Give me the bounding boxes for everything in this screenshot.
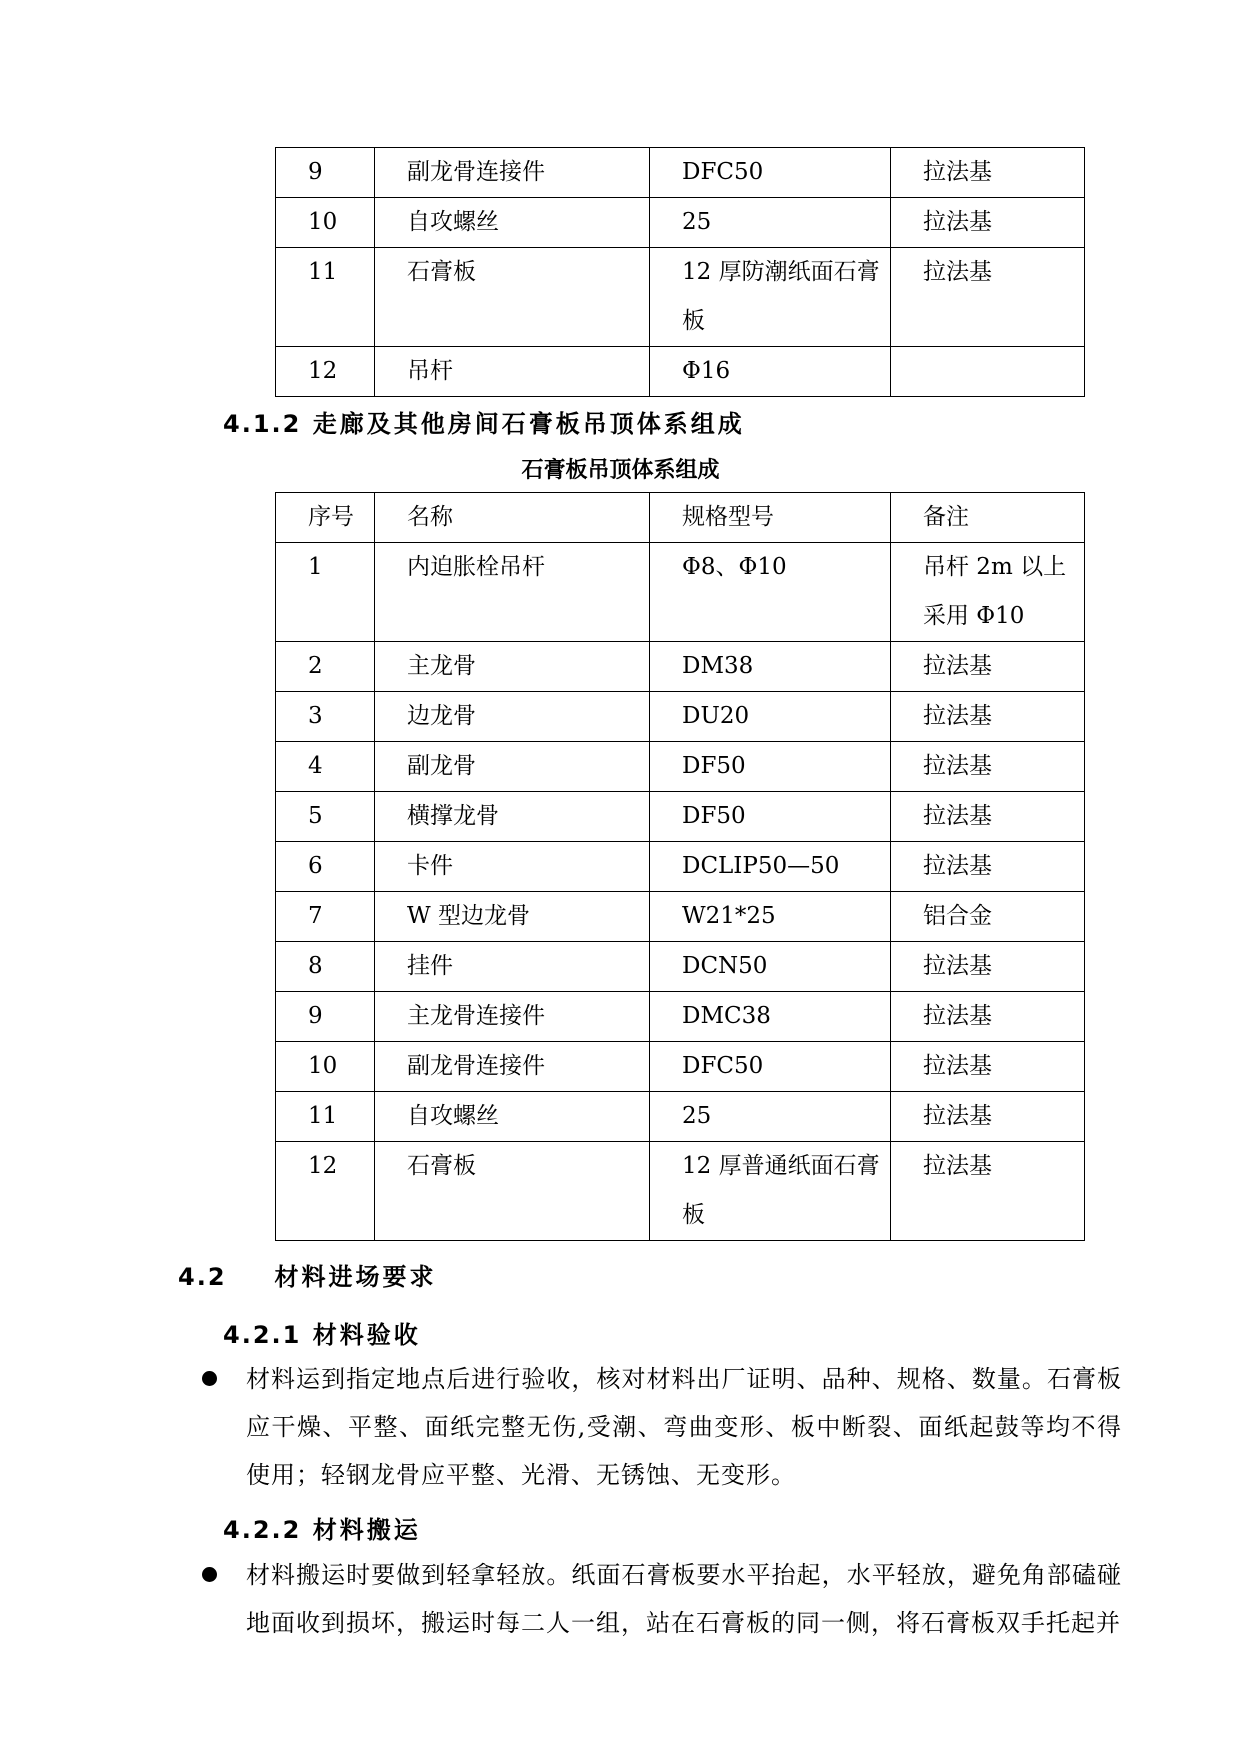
cell-no: 9 (308, 159, 323, 185)
bullet-icon (202, 1371, 217, 1386)
cell-note: 拉法基 (923, 209, 992, 235)
cell-note: 吊杆 2m 以上采用 Φ10 (923, 554, 1067, 629)
table-row (276, 992, 1085, 1042)
cell-spec: Φ8、Φ10 (682, 554, 787, 580)
cell-no: 7 (308, 903, 323, 929)
cell-name: 副龙骨连接件 (407, 1053, 545, 1079)
table-row (276, 1142, 1085, 1241)
cell-no: 6 (308, 853, 323, 879)
paragraph-material-handling: 材料搬运时要做到轻拿轻放。纸面石膏板要水平抬起，水平轻放，避免角部磕碰地面收到损坏，搬运时每二人一组，站在石膏板的同一侧，将石膏板双手托起并 (246, 1561, 1122, 1637)
cell-no: 11 (308, 1103, 338, 1129)
cell-note: 拉法基 (923, 703, 992, 729)
cell-note: 拉法基 (923, 853, 992, 879)
cell-spec: DCN50 (682, 953, 768, 979)
cell-no: 10 (308, 1053, 338, 1079)
cell-name: 挂件 (407, 953, 453, 979)
cell-spec: DU20 (682, 703, 750, 729)
table-row (276, 842, 1085, 892)
cell-name: 副龙骨连接件 (407, 159, 545, 185)
cell-note: 拉法基 (923, 803, 992, 829)
cell-spec: Φ16 (682, 358, 731, 384)
section-heading-4-2-1 (223, 1315, 421, 1350)
cell-no: 11 (308, 259, 338, 285)
section-title: 材料验收 (312, 1321, 421, 1349)
table-row (276, 742, 1085, 792)
table-row (276, 1042, 1085, 1092)
section-heading-4-2-2 (223, 1510, 421, 1545)
cell-spec: W21*25 (682, 903, 776, 929)
material-table (275, 492, 1085, 1241)
cell-spec: DMC38 (682, 1003, 771, 1029)
cell-name: 主龙骨 (407, 653, 476, 679)
cell-spec: DCLIP50—50 (682, 853, 840, 879)
cell-name: 横撑龙骨 (407, 803, 499, 829)
section-number: 4.2.1 (223, 1321, 302, 1349)
cell-name: 吊杆 (407, 358, 453, 384)
cell-spec: DFC50 (682, 1053, 764, 1079)
cell-no: 4 (308, 753, 323, 779)
cell-note: 拉法基 (923, 953, 992, 979)
cell-name: 边龙骨 (407, 703, 476, 729)
section-title: 材料进场要求 (274, 1263, 437, 1291)
cell-no: 5 (308, 803, 323, 829)
header-note: 备注 (923, 504, 969, 530)
cell-no: 12 (308, 358, 338, 384)
cell-note: 拉法基 (923, 653, 992, 679)
cell-spec: DF50 (682, 753, 746, 779)
section-number: 4.2 (178, 1263, 227, 1291)
cell-spec: 25 (682, 209, 712, 235)
cell-no: 1 (308, 554, 323, 580)
section-heading-4-2 (178, 1257, 437, 1292)
cell-note: 拉法基 (923, 1003, 992, 1029)
section-title: 走廊及其他房间石膏板吊顶体系组成 (312, 410, 745, 438)
table-row (276, 347, 1085, 397)
section-heading-4-1-2 (223, 404, 745, 439)
cell-name: 自攻螺丝 (407, 1103, 499, 1129)
table-row (276, 792, 1085, 842)
cell-name: W 型边龙骨 (407, 903, 530, 929)
cell-name: 副龙骨 (407, 753, 476, 779)
cell-name: 自攻螺丝 (407, 209, 499, 235)
cell-no: 2 (308, 653, 323, 679)
cell-no: 3 (308, 703, 323, 729)
cell-spec: DFC50 (682, 159, 764, 185)
cell-spec: 12 厚普通纸面石膏板 (682, 1153, 880, 1228)
cell-note: 拉法基 (923, 159, 992, 185)
table-caption: 石膏板吊顶体系组成 (521, 458, 720, 483)
cell-no: 8 (308, 953, 323, 979)
cell-note: 拉法基 (923, 259, 992, 285)
cell-note: 拉法基 (923, 1103, 992, 1129)
table-row (276, 692, 1085, 742)
bullet-icon (202, 1567, 217, 1582)
material-table-continued (275, 147, 1085, 397)
table-row (276, 248, 1085, 347)
cell-note: 拉法基 (923, 1153, 992, 1179)
cell-name: 石膏板 (407, 259, 476, 285)
table-row (276, 198, 1085, 248)
table-row (276, 543, 1085, 642)
cell-name: 石膏板 (407, 1153, 476, 1179)
cell-spec: DF50 (682, 803, 746, 829)
section-title: 材料搬运 (312, 1516, 421, 1544)
paragraph-material-inspection: 材料运到指定地点后进行验收，核对材料出厂证明、品种、规格、数量。石膏板应干燥、平整、面纸完整无伤,受潮、弯曲变形、板中断裂、面纸起鼓等均不得使用；轻钢龙骨应平整、光滑、无锈蚀、无变形。 (246, 1365, 1122, 1489)
table-row (276, 148, 1085, 198)
table-row (276, 892, 1085, 942)
cell-no: 12 (308, 1153, 338, 1179)
cell-note: 拉法基 (923, 1053, 992, 1079)
section-number: 4.1.2 (223, 410, 302, 438)
header-spec: 规格型号 (682, 504, 774, 530)
header-no: 序号 (308, 504, 354, 530)
table-row (276, 1092, 1085, 1142)
cell-name: 内迫胀栓吊杆 (407, 554, 545, 580)
table-row (276, 942, 1085, 992)
cell-note: 铝合金 (923, 903, 992, 929)
cell-spec: 25 (682, 1103, 712, 1129)
cell-no: 10 (308, 209, 338, 235)
cell-spec: DM38 (682, 653, 754, 679)
section-number: 4.2.2 (223, 1516, 302, 1544)
cell-no: 9 (308, 1003, 323, 1029)
cell-note: 拉法基 (923, 753, 992, 779)
cell-name: 主龙骨连接件 (407, 1003, 545, 1029)
cell-spec: 12 厚防潮纸面石膏板 (682, 259, 880, 334)
cell-name: 卡件 (407, 853, 453, 879)
table-header-row (276, 493, 1085, 543)
header-name: 名称 (407, 504, 453, 530)
table-row (276, 642, 1085, 692)
